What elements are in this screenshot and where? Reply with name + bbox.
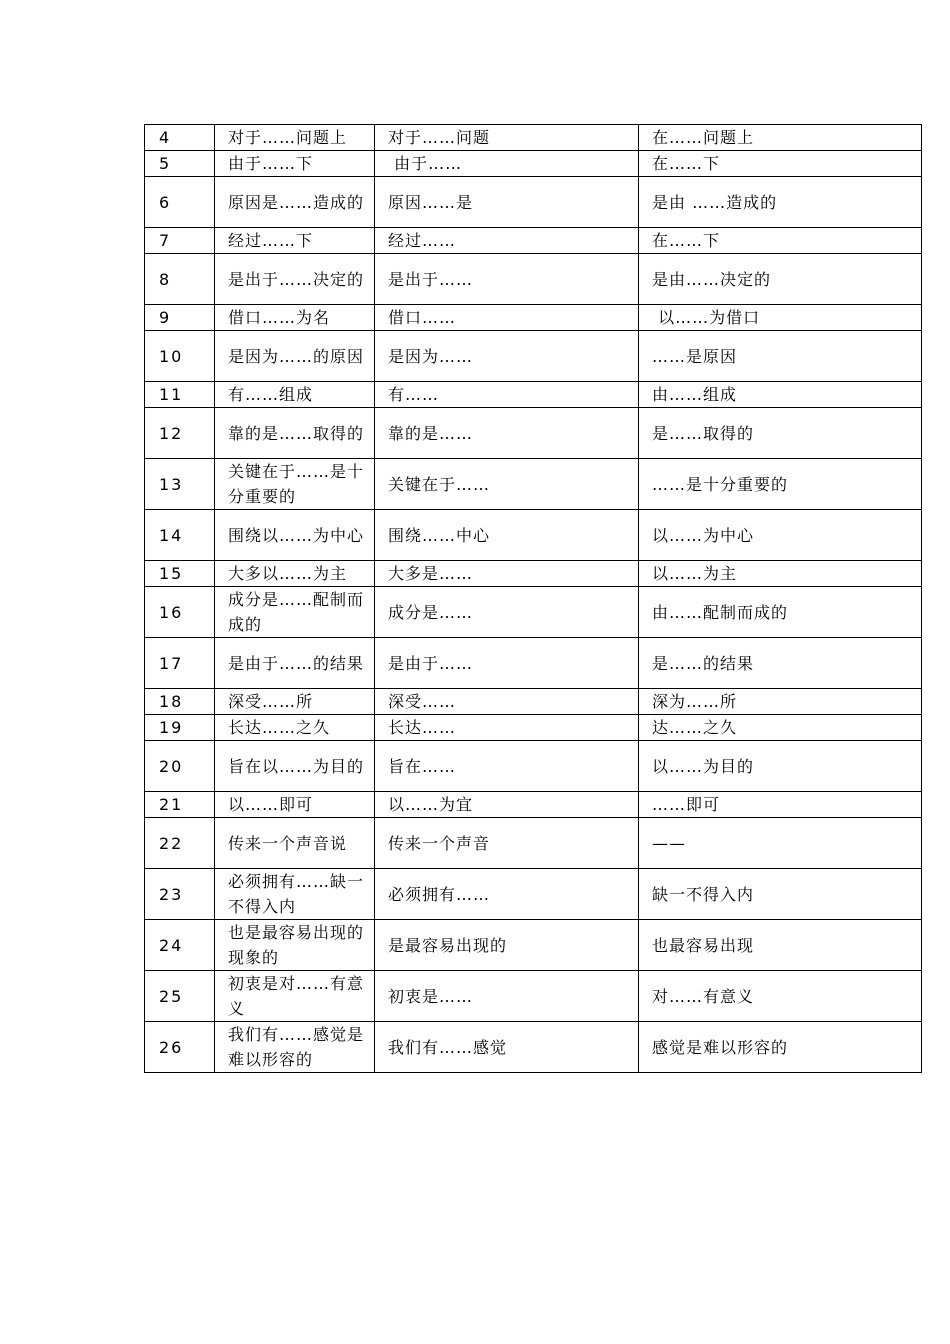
correction-one-cell: 关键在于…… (375, 459, 639, 510)
correction-one-cell: 是因为…… (375, 331, 639, 382)
table-row (145, 689, 922, 715)
correction-one-cell: 我们有……感觉 (375, 1022, 639, 1073)
table-row (145, 459, 922, 510)
original-phrase-cell: 初衷是对……有意义 (215, 971, 375, 1022)
row-number-cell: 16 (145, 587, 215, 638)
original-phrase-cell: 我们有……感觉是难以形容的 (215, 1022, 375, 1073)
correction-one-cell: 原因……是 (375, 177, 639, 228)
row-number-cell: 22 (145, 818, 215, 869)
table-row (145, 971, 922, 1022)
original-phrase-cell: 借口……为名 (215, 305, 375, 331)
table-row (145, 818, 922, 869)
table-row (145, 177, 922, 228)
table-row (145, 715, 922, 741)
correction-one-cell: 必须拥有…… (375, 869, 639, 920)
table-row (145, 510, 922, 561)
row-number-cell: 6 (145, 177, 215, 228)
correction-two-cell: ……是原因 (639, 331, 922, 382)
correction-two-cell: 深为……所 (639, 689, 922, 715)
row-number-cell: 17 (145, 638, 215, 689)
correction-two-cell: 对……有意义 (639, 971, 922, 1022)
row-number-cell: 8 (145, 254, 215, 305)
original-phrase-cell: 传来一个声音说 (215, 818, 375, 869)
correction-one-cell: 以……为宜 (375, 792, 639, 818)
table-row (145, 382, 922, 408)
original-phrase-cell: 是由于……的结果 (215, 638, 375, 689)
correction-two-cell: 是……的结果 (639, 638, 922, 689)
table-row (145, 331, 922, 382)
correction-one-cell: 传来一个声音 (375, 818, 639, 869)
original-phrase-cell: 旨在以……为目的 (215, 741, 375, 792)
original-phrase-cell: 以……即可 (215, 792, 375, 818)
row-number-cell: 10 (145, 331, 215, 382)
original-phrase-cell: 深受……所 (215, 689, 375, 715)
correction-two-cell: 由……组成 (639, 382, 922, 408)
original-phrase-cell: 围绕以……为中心 (215, 510, 375, 561)
original-phrase-cell: 长达……之久 (215, 715, 375, 741)
original-phrase-cell: 经过……下 (215, 228, 375, 254)
correction-two-cell: —— (639, 818, 922, 869)
correction-one-cell: 经过…… (375, 228, 639, 254)
row-number-cell: 24 (145, 920, 215, 971)
row-number-cell: 14 (145, 510, 215, 561)
table-row (145, 1022, 922, 1073)
correction-two-cell: 以……为目的 (639, 741, 922, 792)
correction-two-cell: 缺一不得入内 (639, 869, 922, 920)
original-phrase-cell: 是出于……决定的 (215, 254, 375, 305)
correction-one-cell: 旨在…… (375, 741, 639, 792)
table-row (145, 228, 922, 254)
original-phrase-cell: 必须拥有……缺一不得入内 (215, 869, 375, 920)
row-number-cell: 18 (145, 689, 215, 715)
correction-one-cell: 由于…… (375, 151, 639, 177)
correction-one-cell: 初衷是…… (375, 971, 639, 1022)
correction-one-cell: 深受…… (375, 689, 639, 715)
original-phrase-cell: 靠的是……取得的 (215, 408, 375, 459)
row-number-cell: 25 (145, 971, 215, 1022)
correction-two-cell: 以……为主 (639, 561, 922, 587)
row-number-cell: 11 (145, 382, 215, 408)
table-row (145, 561, 922, 587)
table-body (145, 125, 922, 1073)
correction-two-cell: 达……之久 (639, 715, 922, 741)
original-phrase-cell: 是因为……的原因 (215, 331, 375, 382)
row-number-cell: 12 (145, 408, 215, 459)
correction-one-cell: 对于……问题 (375, 125, 639, 151)
row-number-cell: 5 (145, 151, 215, 177)
original-phrase-cell: 有……组成 (215, 382, 375, 408)
correction-one-cell: 靠的是…… (375, 408, 639, 459)
correction-two-cell: 在……下 (639, 151, 922, 177)
table-row (145, 638, 922, 689)
table-row (145, 408, 922, 459)
table-row (145, 920, 922, 971)
row-number-cell: 13 (145, 459, 215, 510)
original-phrase-cell: 关键在于……是十分重要的 (215, 459, 375, 510)
original-phrase-cell: 原因是……造成的 (215, 177, 375, 228)
row-number-cell: 20 (145, 741, 215, 792)
correction-one-cell: 是最容易出现的 (375, 920, 639, 971)
correction-table (144, 124, 922, 1073)
row-number-cell: 15 (145, 561, 215, 587)
table-row (145, 869, 922, 920)
row-number-cell: 26 (145, 1022, 215, 1073)
correction-one-cell: 借口…… (375, 305, 639, 331)
correction-two-cell: 也最容易出现 (639, 920, 922, 971)
table-row (145, 792, 922, 818)
row-number-cell: 21 (145, 792, 215, 818)
correction-one-cell: 是出于…… (375, 254, 639, 305)
table-row (145, 587, 922, 638)
correction-two-cell: 以……为借口 (639, 305, 922, 331)
correction-two-cell: 感觉是难以形容的 (639, 1022, 922, 1073)
table-row (145, 151, 922, 177)
table-row (145, 254, 922, 305)
correction-two-cell: ……即可 (639, 792, 922, 818)
correction-two-cell: 由……配制而成的 (639, 587, 922, 638)
row-number-cell: 19 (145, 715, 215, 741)
correction-one-cell: 是由于…… (375, 638, 639, 689)
table-row (145, 741, 922, 792)
row-number-cell: 7 (145, 228, 215, 254)
correction-two-cell: 是由 ……造成的 (639, 177, 922, 228)
row-number-cell: 9 (145, 305, 215, 331)
row-number-cell: 4 (145, 125, 215, 151)
original-phrase-cell: 大多以……为主 (215, 561, 375, 587)
correction-two-cell: 是……取得的 (639, 408, 922, 459)
correction-two-cell: ……是十分重要的 (639, 459, 922, 510)
correction-two-cell: 以……为中心 (639, 510, 922, 561)
correction-two-cell: 在……问题上 (639, 125, 922, 151)
correction-one-cell: 大多是…… (375, 561, 639, 587)
correction-one-cell: 长达…… (375, 715, 639, 741)
original-phrase-cell: 也是最容易出现的现象的 (215, 920, 375, 971)
table-row (145, 305, 922, 331)
correction-two-cell: 在……下 (639, 228, 922, 254)
original-phrase-cell: 对于……问题上 (215, 125, 375, 151)
original-phrase-cell: 成分是……配制而成的 (215, 587, 375, 638)
correction-one-cell: 成分是…… (375, 587, 639, 638)
original-phrase-cell: 由于……下 (215, 151, 375, 177)
correction-two-cell: 是由……决定的 (639, 254, 922, 305)
correction-one-cell: 围绕……中心 (375, 510, 639, 561)
table-row (145, 125, 922, 151)
row-number-cell: 23 (145, 869, 215, 920)
correction-one-cell: 有…… (375, 382, 639, 408)
